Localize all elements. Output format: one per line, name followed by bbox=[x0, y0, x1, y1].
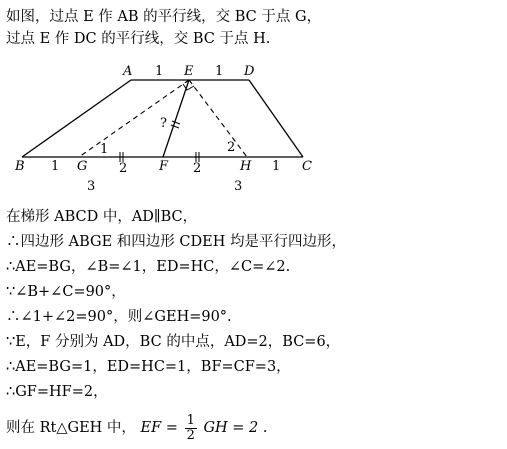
solution-line-7: ∴AE=BG=1，ED=HC=1，BF=CF=3， bbox=[6, 359, 291, 375]
label-A: A bbox=[123, 64, 133, 79]
segment-AB bbox=[22, 80, 131, 157]
label-H: H bbox=[240, 159, 252, 174]
solution-line-3: ∴AE=BG，∠B=∠1，ED=HC，∠C=∠2. bbox=[6, 259, 291, 275]
length-AE: 1 bbox=[155, 64, 164, 79]
label-G: G bbox=[77, 159, 88, 174]
length-under-H: 3 bbox=[234, 179, 243, 194]
length-under-G: 3 bbox=[87, 179, 96, 194]
length-HC: 1 bbox=[272, 159, 281, 174]
intro-line-1: 如图，过点 E 作 AB 的平行线，交 BC 于点 G， bbox=[6, 9, 322, 25]
solution-line-9 bbox=[6, 410, 268, 446]
angle-1-label: 1 bbox=[100, 142, 109, 157]
solution-line-2: ∴四边形 ABGE 和四边形 CDEH 均是平行四边形， bbox=[6, 234, 346, 250]
length-BG: 1 bbox=[51, 159, 60, 174]
fraction-denominator: 2 bbox=[186, 427, 195, 443]
label-E: E bbox=[184, 64, 194, 79]
dashed-EH bbox=[189, 80, 247, 157]
equation-lhs: EF = bbox=[140, 420, 178, 436]
solution-line-8: ∴GF=HF=2， bbox=[6, 384, 108, 400]
length-GF: 2 bbox=[119, 161, 128, 176]
label-F: F bbox=[159, 159, 169, 174]
length-FH: 2 bbox=[193, 161, 202, 176]
label-D: D bbox=[244, 64, 255, 79]
unknown-EF: ? bbox=[160, 116, 167, 131]
label-C: C bbox=[302, 159, 312, 174]
solution-line-9-prefix: 则在 Rt△GEH 中， bbox=[6, 420, 136, 436]
fraction-numerator: 1 bbox=[186, 412, 195, 428]
angle-2-label: 2 bbox=[227, 140, 236, 155]
trapezoid-figure bbox=[0, 0, 507, 200]
tick-EF-2 bbox=[171, 125, 179, 128]
right-angle-marker bbox=[183, 84, 194, 90]
fraction-one-half bbox=[185, 414, 197, 443]
solution-line-1: 在梯形 ABCD 中，AD∥BC， bbox=[6, 209, 198, 225]
length-ED: 1 bbox=[215, 64, 224, 79]
label-B: B bbox=[15, 159, 25, 174]
segment-DC bbox=[249, 80, 303, 157]
solution-line-4: ∵∠B+∠C=90°， bbox=[6, 284, 126, 300]
solution-line-5: ∴∠1+∠2=90°，则∠GEH=90°. bbox=[6, 309, 232, 325]
dashed-EG bbox=[79, 80, 189, 157]
intro-line-2: 过点 E 作 DC 的平行线，交 BC 于点 H. bbox=[6, 31, 271, 47]
equation-rhs: GH = 2 . bbox=[203, 420, 268, 436]
tick-EF-1 bbox=[172, 121, 180, 124]
solution-line-6: ∵E，F 分别为 AD，BC 的中点，AD=2，BC=6， bbox=[6, 334, 341, 350]
